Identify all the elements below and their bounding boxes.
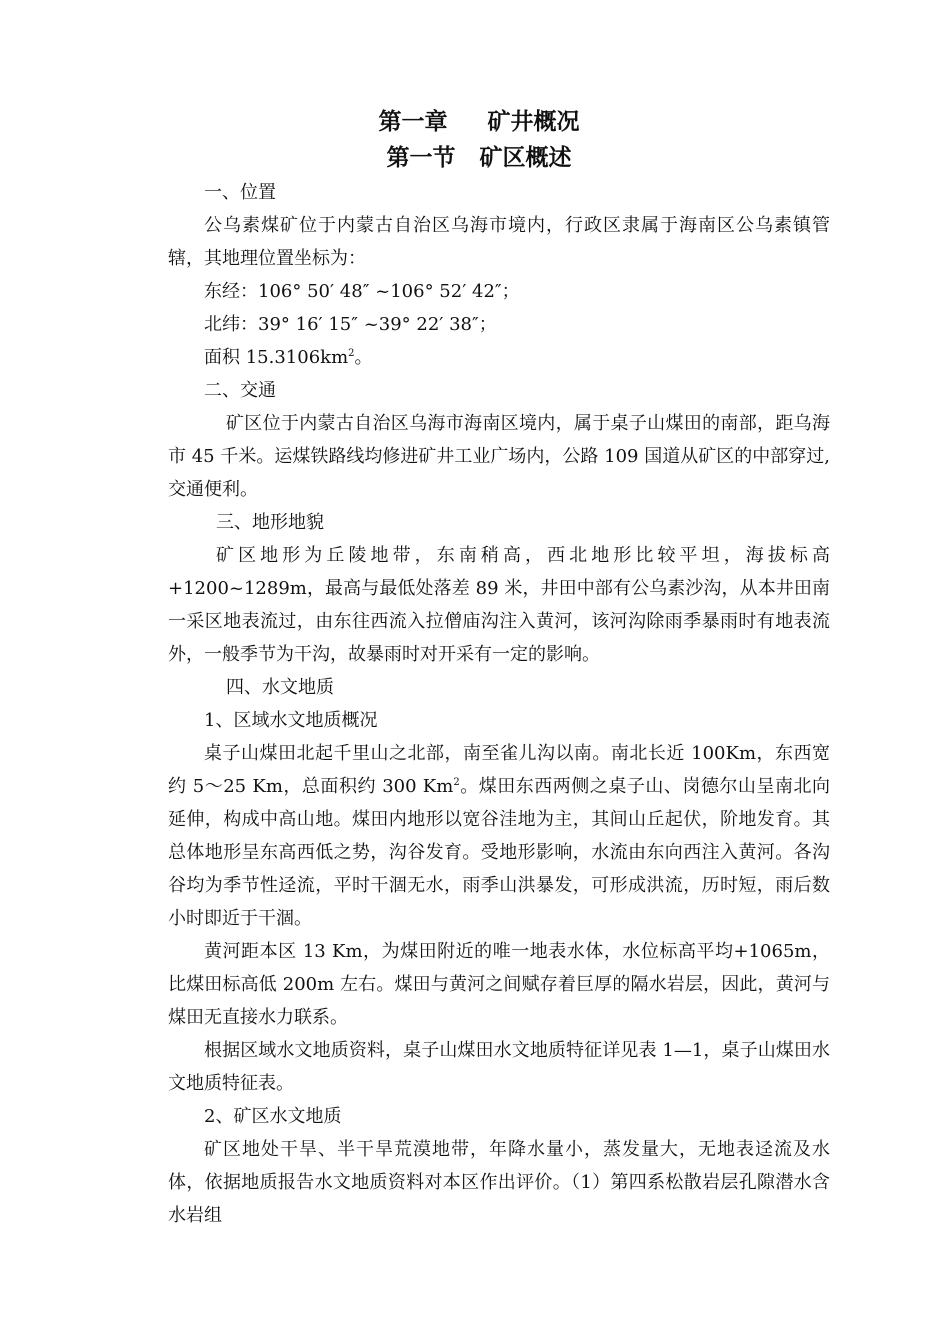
area-line (168, 341, 830, 374)
transport-paragraph: 矿区位于内蒙古自治区乌海市海南区境内，属于桌子山煤田的南部，距乌海市 45 千米。运煤铁路线均修进矿井工业广场内，公路 109 国道从矿区的中部穿过,交通便利。 (168, 413, 830, 500)
heading-hydrogeology: 四、水文地质 (226, 677, 334, 698)
heading-location: 一、位置 (204, 182, 276, 203)
terrain-paragraph: 矿区地形为丘陵地带，东南稍高，西北地形比较平坦，海拔标高+1200~1289m，最高与最低处落差 89 米，井田中部有公乌素沙沟，从本井田南一采区地表流过，由东往西流入拉僧庙沟注入黄河，该河沟除雨季暴雨时有地表流外，一般季节为干沟，故暴雨时对开采有一定的影响。 (168, 545, 830, 665)
reference-paragraph: 根据区域水文地质资料，桌子山煤田水文地质特征详见表 1—1，桌子山煤田水文地质特征表。 (168, 1040, 830, 1094)
location-paragraph: 公乌素煤矿位于内蒙古自治区乌海市境内，行政区隶属于海南区公乌素镇管辖，其地理位置坐标为： (168, 215, 830, 269)
latitude-line: 北纬：39° 16′ 15″ ~39° 22′ 38″； (204, 314, 497, 335)
regional-superscript: 2 (453, 777, 460, 788)
regional-text-b: 。煤田东西两侧之桌子山、岗德尔山呈南北向延伸，构成中高山地。煤田内地形以宽谷洼地为主，其间山丘起伏，阶地发育。其总体地形呈东高西低之势，沟谷发育。受地形影响，水流由东向西注入黄河。各沟谷均为季节性迳流，平时干涸无水，雨季山洪暴发，可形成洪流，历时短，雨后数小时即近于干涸。 (168, 776, 830, 929)
regional-paragraph (168, 737, 830, 935)
area-text: 面积 15.3106km (204, 347, 349, 368)
area-end: 。 (354, 347, 373, 368)
subheading-regional: 1、区域水文地质概况 (204, 710, 378, 731)
subheading-mine-area: 2、矿区水文地质 (204, 1106, 342, 1127)
chapter-name: 矿井概况 (487, 108, 580, 135)
chapter-label: 第一章 (378, 108, 448, 135)
chapter-title (128, 104, 830, 140)
mine-area-paragraph: 矿区地处干旱、半干旱荒漠地带，年降水量小，蒸发量大，无地表迳流及水体，依据地质报告水文地质资料对本区作出评价。（1）第四系松散岩层孔隙潜水含水岩组 (168, 1139, 830, 1226)
area-superscript: 2 (348, 348, 355, 359)
heading-terrain: 三、地形地貌 (216, 512, 324, 533)
section-title (128, 140, 830, 176)
yellow-river-paragraph: 黄河距本区 13 Km，为煤田附近的唯一地表水体，水位标高平均+1065m，比煤田标高低 200m 左右。煤田与黄河之间赋存着巨厚的隔水岩层，因此，黄河与煤田无直接水力联系。 (168, 941, 830, 1028)
heading-transport: 二、交通 (204, 380, 276, 401)
section-label: 第一节 (386, 144, 456, 171)
section-name: 矿区概述 (479, 144, 572, 171)
longitude-line: 东经：106° 50′ 48″ ~106° 52′ 42″； (204, 281, 520, 302)
regional-text-a: 桌子山煤田北起千里山之北部，南至雀儿沟以南。南北长近 100Km，东西宽约 5～25 Km，总面积约 300 Km (168, 743, 830, 797)
